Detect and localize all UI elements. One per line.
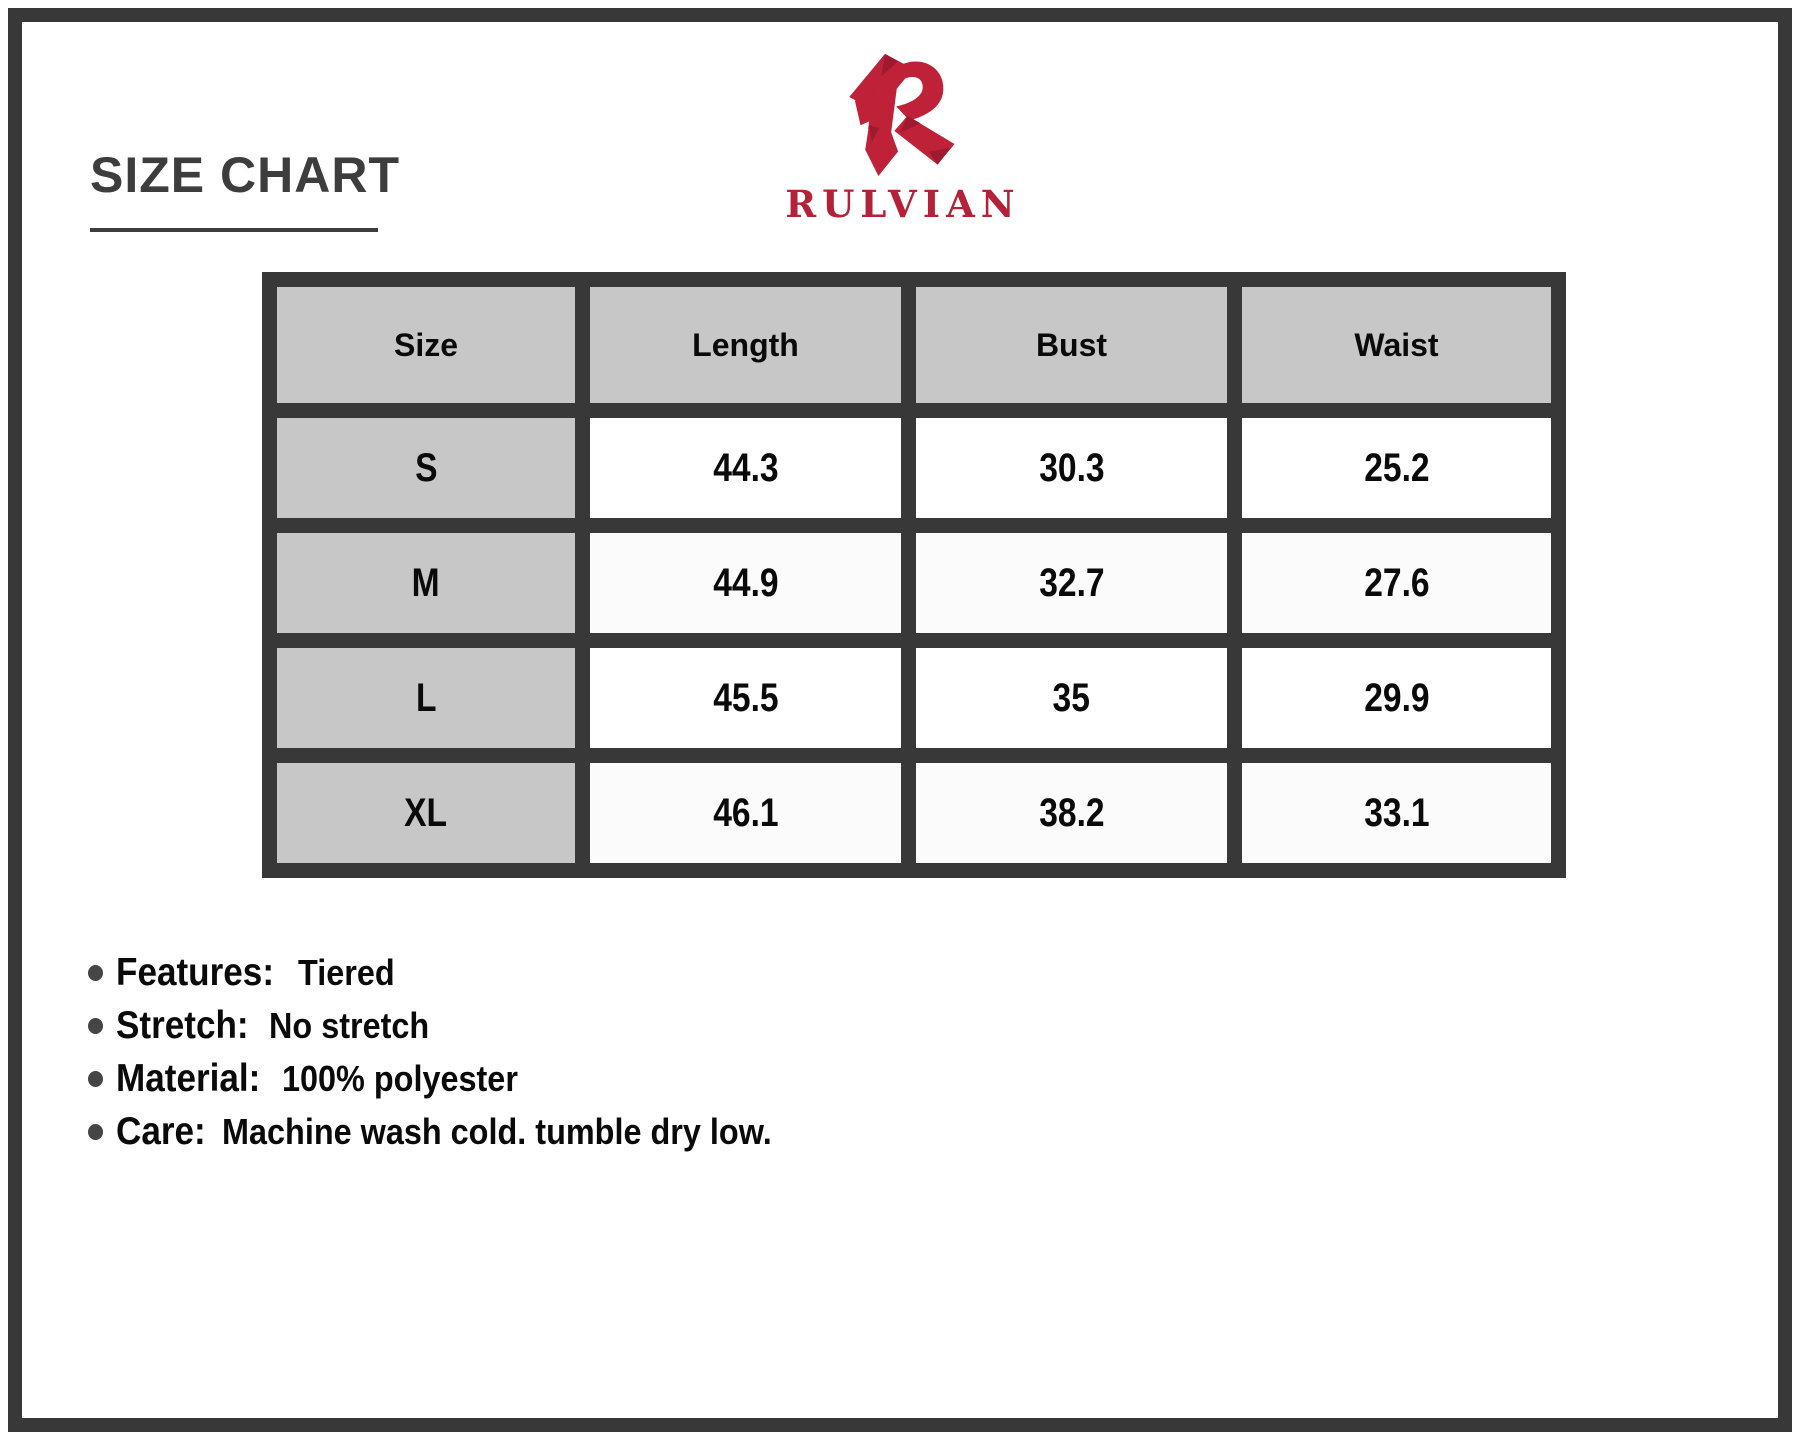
row-m-length-cell	[590, 533, 901, 633]
col-header-length-label: Length	[692, 326, 799, 363]
row-l-bust-cell	[916, 648, 1227, 748]
col-header-bust-label: Bust	[1035, 326, 1108, 363]
size-chart-table	[262, 272, 1566, 878]
row-l-waist-value: 29.9	[1363, 675, 1430, 720]
col-header-bust	[916, 287, 1227, 403]
row-s-length-value: 44.3	[712, 445, 779, 490]
row-m-size-cell	[277, 533, 575, 633]
page-title: SIZE CHART	[90, 147, 400, 203]
row-m-waist-value: 27.6	[1363, 560, 1430, 605]
detail-stretch	[88, 999, 833, 1052]
row-s-waist-value: 25.2	[1363, 445, 1430, 490]
bullet-icon	[88, 965, 103, 981]
detail-material-label: Material:	[116, 1056, 261, 1100]
detail-features-label: Features:	[116, 950, 275, 994]
row-xl-waist-value: 33.1	[1363, 790, 1430, 835]
row-m-bust-value: 32.7	[1038, 560, 1105, 605]
row-s-size-label: S	[414, 445, 438, 490]
row-m-size-label: M	[411, 560, 440, 605]
brand-block	[690, 48, 1110, 226]
product-details-list	[88, 946, 833, 1158]
col-header-size	[277, 287, 575, 403]
row-l-waist-cell	[1242, 648, 1551, 748]
bullet-icon	[88, 1124, 103, 1140]
col-header-size-label: Size	[393, 326, 459, 363]
row-s-bust-value: 30.3	[1038, 445, 1105, 490]
row-xl-size-cell	[277, 763, 575, 863]
detail-stretch-value: No stretch	[269, 1004, 430, 1046]
bullet-icon	[88, 1018, 103, 1034]
row-m-length-value: 44.9	[712, 560, 779, 605]
row-l-size-cell	[277, 648, 575, 748]
row-xl-waist-cell	[1242, 763, 1551, 863]
detail-features-value: Tiered	[297, 951, 395, 993]
row-l-length-cell	[590, 648, 901, 748]
row-xl-bust-value: 38.2	[1038, 790, 1105, 835]
detail-features	[88, 946, 833, 999]
row-l-size-label: L	[415, 675, 437, 720]
brand-logo-r-icon	[838, 48, 962, 178]
row-s-length-cell	[590, 418, 901, 518]
detail-material-value: 100% polyester	[282, 1057, 519, 1099]
row-xl-length-value: 46.1	[712, 790, 779, 835]
row-s-size-cell	[277, 418, 575, 518]
detail-material	[88, 1052, 833, 1105]
row-xl-length-cell	[590, 763, 901, 863]
row-l-bust-value: 35	[1052, 675, 1091, 720]
col-header-length	[590, 287, 901, 403]
row-s-bust-cell	[916, 418, 1227, 518]
col-header-waist	[1242, 287, 1551, 403]
bullet-icon	[88, 1071, 103, 1087]
row-l-length-value: 45.5	[712, 675, 779, 720]
row-xl-size-label: XL	[404, 790, 448, 835]
row-xl-bust-cell	[916, 763, 1227, 863]
detail-care-label: Care:	[116, 1109, 206, 1153]
col-header-waist-label: Waist	[1354, 326, 1439, 363]
detail-care-value: Machine wash cold. tumble dry low.	[221, 1110, 772, 1152]
detail-stretch-label: Stretch:	[116, 1003, 249, 1047]
row-m-bust-cell	[916, 533, 1227, 633]
title-underline	[90, 228, 378, 232]
brand-wordmark: RULVIAN	[785, 182, 1021, 226]
row-m-waist-cell	[1242, 533, 1551, 633]
row-s-waist-cell	[1242, 418, 1551, 518]
detail-care	[88, 1105, 833, 1158]
